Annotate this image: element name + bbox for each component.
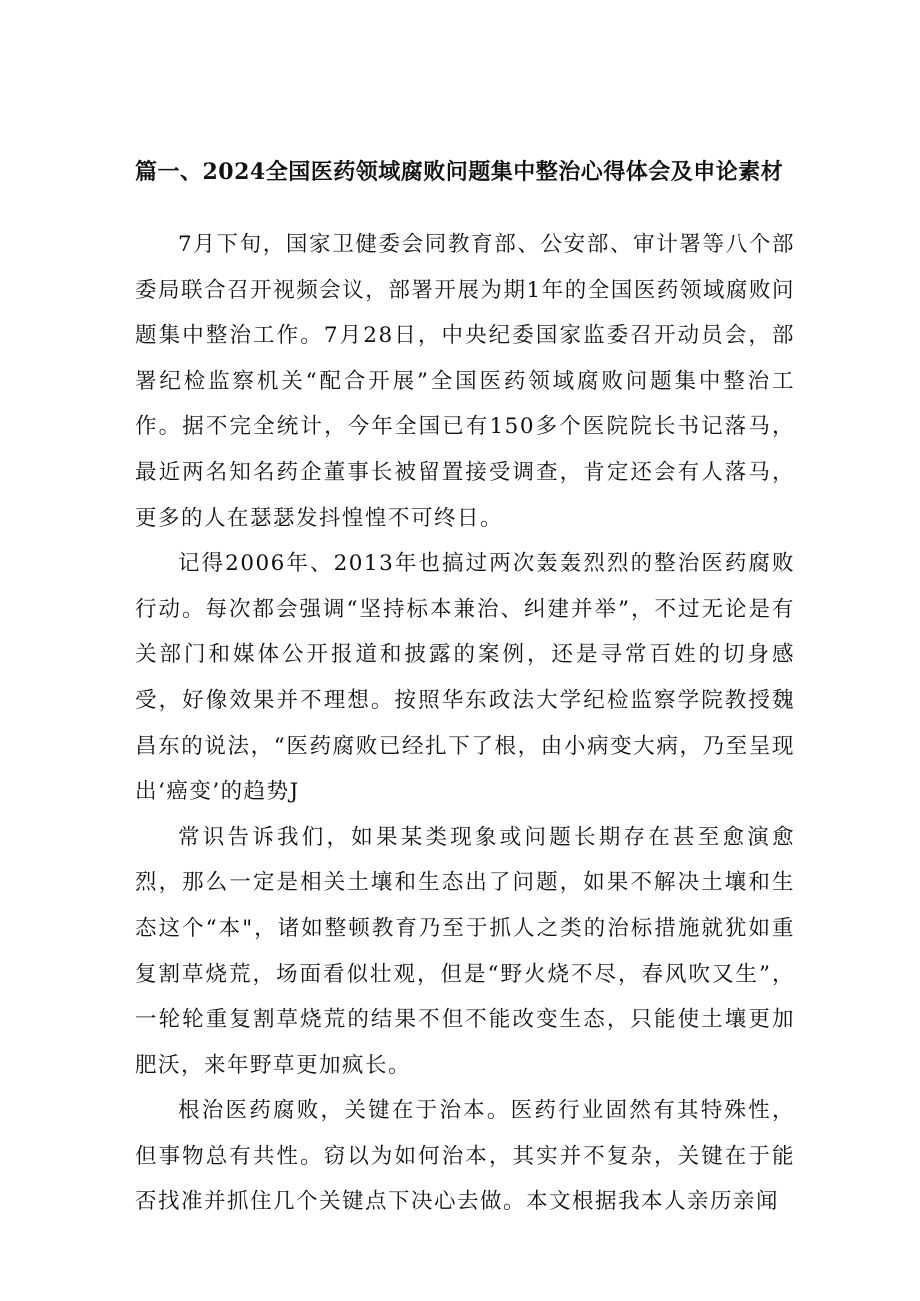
paragraph-2: 记得2006年、2013年也搞过两次轰轰烈烈的整治医药腐败行动。每次都会强调“坚持标本兼治、纠建并举”，不过无论是有关部门和媒体公开报道和披露的案例，还是寻常百姓的切身感受，好像效果并不理想。按照华东政法大学纪检监察学院教授魏昌东的说法，“医药腐败已经扎下了根，由小病变大病，乃至呈现出‘癌变’的趋势J	[135, 551, 795, 805]
document-body	[135, 222, 795, 1225]
paragraph-4: 根治医药腐败，关键在于治本。医药行业固然有其特殊性，但事物总有共性。窃以为如何治本，其实并不复杂，关键在于能否找准并抓住几个关键点下决心去做。本文根据我本人亲历亲闻	[135, 1098, 795, 1215]
paragraph-3: 常识告诉我们，如果某类现象或问题长期存在甚至愈演愈烈，那么一定是相关土壤和生态出了问题，如果不解决土壤和生态这个“本"，诸如整顿教育乃至于抓人之类的治标措施就犹如重复割草烧荒，场面看似壮观，但是“野火烧不尽，春风吹又生”，一轮轮重复割草烧荒的结果不但不能改变生态，只能使土壤更加肥沃，来年野草更加疯长。	[135, 824, 795, 1078]
document-title: 篇一、2024全国医药领域腐败问题集中整治心得体会及申论素材	[135, 159, 784, 185]
paragraph-1: 7月下旬，国家卫健委会同教育部、公安部、审计署等八个部委局联合召开视频会议，部署开展为期1年的全国医药领域腐败问题集中整治工作。7月28日，中央纪委国家监委召开动员会，部署纪检监察机关“配合开展”全国医药领域腐败问题集中整治工作。据不完全统计，今年全国已有150多个医院院长书记落马，最近两名知名药企董事长被留置接受调查，肯定还会有人落马，更多的人在瑟瑟发抖惶惶不可终日。	[135, 232, 795, 531]
